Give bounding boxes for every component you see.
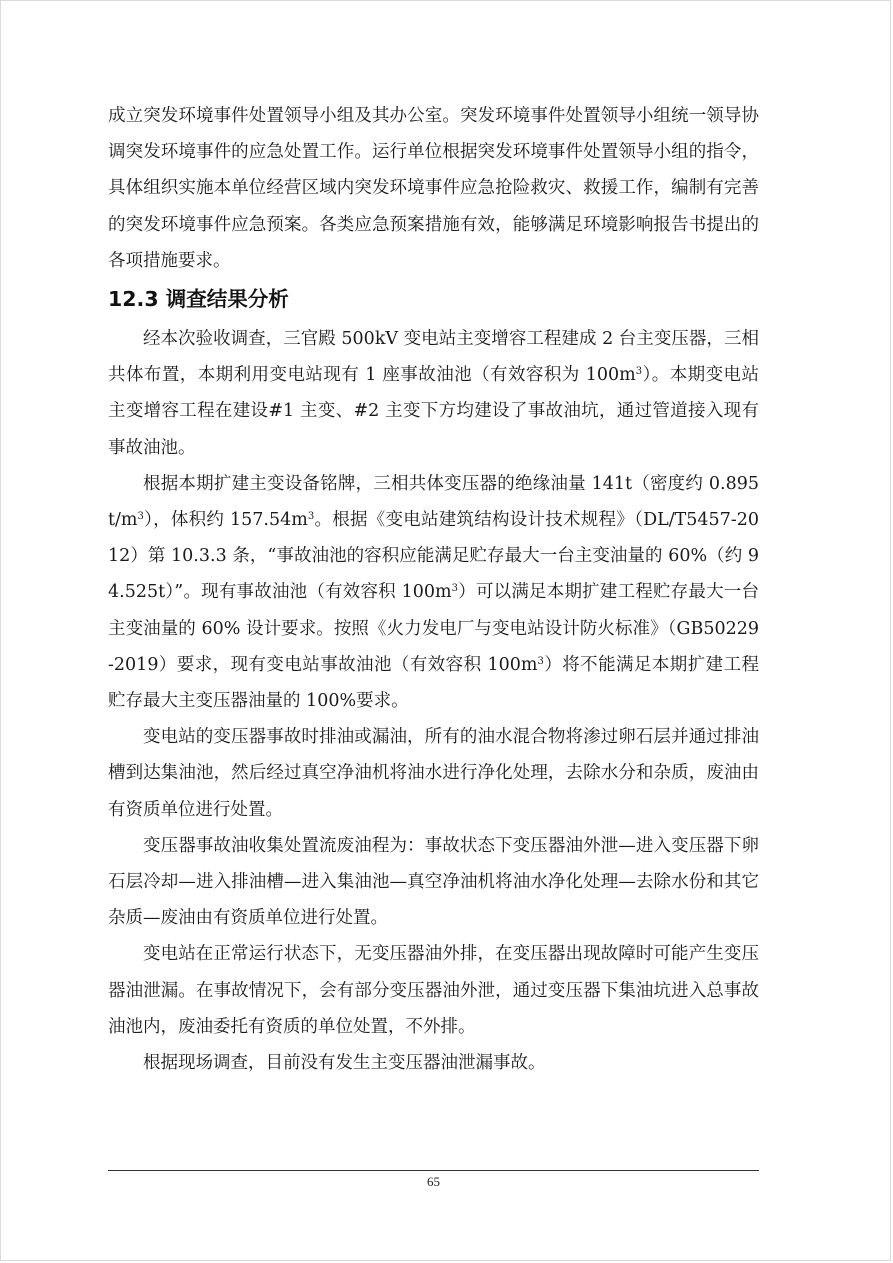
paragraph-oil-disposal-process: 变压器事故油收集处置流废油程为：事故状态下变压器油外泄—进入变压器下卵石层冷却—进入排油槽—进入集油池—真空净油机将油水净化处理—去除水份和其它杂质—废油由有资质单位进行处置。 (108, 835, 759, 929)
paragraph-continued: 成立突发环境事件处置领导小组及其办公室。突发环境事件处置领导小组统一领导协调突发环境事件的应急处置工作。运行单位根据突发环境事件处置领导小组的指令，具体组织实施本单位经营区域内突发环境事件应急抢险救灾、救援工作，编制有完善的突发环境事件应急预案。各类应急预案措施有效，能够满足环境影响报告书提出的各项措施要求。 (108, 106, 759, 271)
section-heading: 12.3 调查结果分析 (108, 287, 289, 312)
paragraph-survey-result: 经本次验收调查，三官殿 500kV 变电站主变增容工程建成 2 台主变压器，三相共体布置，本期利用变电站现有 1 座事故油池（有效容积为 $100m^3$）。本期变电站主变增容工程在建设#1 主变、#2 主变下方均建设了事故油坑，通过管道接入现有事故油池。 (108, 329, 759, 458)
document-body (108, 98, 759, 1081)
paragraph-oil-leak-handling: 变电站的变压器事故时排油或漏油，所有的油水混合物将渗过卵石层并通过排油槽到达集油池，然后经过真空净油机将油水进行净化处理，去除水分和杂质，废油由有资质单位进行处置。 (108, 727, 759, 820)
footer-divider (108, 1170, 759, 1171)
paragraph-normal-operation: 变电站在正常运行状态下，无变压器油外排，在变压器出现故障时可能产生变压器油泄漏。在事故情况下，会有部分变压器油外泄，通过变压器下集油坑进入总事故油池内，废油委托有资质的单位处置，不外排。 (108, 944, 759, 1037)
paragraph-oil-volume: 根据本期扩建主变设备铭牌，三相共体变压器的绝缘油量 141t（密度约 $0.895t/m^3$），体积约 $157.54m^3$。根据《变电站建筑结构设计技术规程》（DL/T5457-2012）第 10.3.3 条，“事故油池的容积应能满足贮存最大一台主变油量的 60%（约 94.525t）”。现有事故油池（有效容积 $100m^3$）可以满足本期扩建工程贮存最大一台主变油量的 60% 设计要求。按照《火力发电厂与变电站设计防火标准》（GB50229-2019）要求，现有变电站事故油池（有效容积 $100m^3$）将不能满足本期扩建工程贮存最大主变压器油量的 100%要求。 (108, 473, 760, 712)
paragraph-site-survey: 根据现场调查，目前没有发生主变压器油泄漏事故。 (143, 1053, 546, 1074)
page-number: 65 (427, 1174, 440, 1189)
